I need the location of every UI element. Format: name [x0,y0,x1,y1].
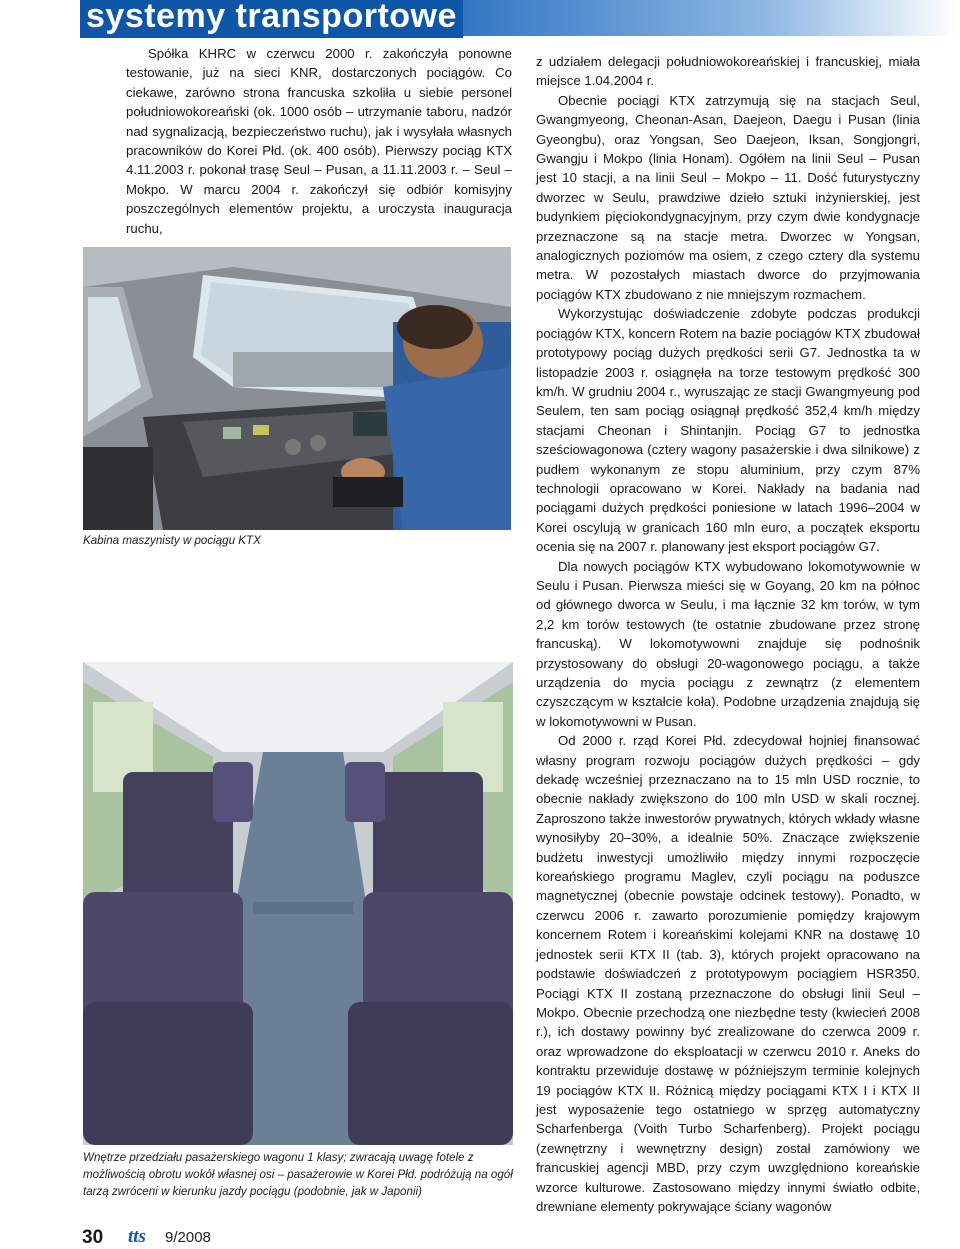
right-text-column [536,52,920,1216]
paragraph: Od 2000 r. rząd Korei Płd. zdecydował hojniej finansować własny program rozwoju pociągów dużych prędkości – gdy dekadę wcześniej przeznaczano na to 15 mln USD rocznie, to obecnie nakłady zwiększono do 100 mln USD w skali rocznej. Zaproszono także inwestorów prywatnych, których wkłady własne wynosiłyby 20–30%, a idealnie 50%. Znaczące zwiększenie budżetu inwestycji umożliwiło między innymi rozpoczęcie koreańskiego programu Maglev, czyli pociągu na poduszce magnetycznej (obecnie powstaje odcinek testowy). Ponadto, w czerwcu 2006 r. zawarto porozumienie pomiędzy krajowym koncernem Rotem i koreańskimi kolejami KNR na dostawę 10 jednostek serii KTX II (tab. 3), których projekt opracowano na podstawie doświadczeń z prototypowym pociągiem HSR350. Pociągi KTX II zostaną przeznaczone do obsługi linii Seul – Mokpo. Obecnie przechodzą one niezbędne testy (kwiecień 2008 r.), ich dostawy powinny być zrealizowane do czerwca 2009 r. oraz wprowadzone do eksploatacji w czerwcu 2010 r. Aneks do kontraktu przewiduje dostawę w późniejszym terminie kolejnych 19 pociągów KTX II. Różnicą między pociągami KTX I i KTX II jest wyposażenie tego ostatniego w sprzęg automatyczny Scharfenberga (Voith Turbo Scharfenberg). Projekt pociągu (zewnętrzny i wewnętrzny design) został zamówiony we francuskiej agencji MBD, przy czym uwzględniono koreańskie wzorce kulturowe. Zastosowano między innymi światło odbite, drewniane elementy pokrywające ściany wagonów [536,733,920,1214]
paragraph: Spółka KHRC w czerwcu 2000 r. zakończyła ponowne testowanie, już na sieci KNR, dostarczonych pociągów. Co ciekawe, zarówno strona francuska szkoliła u siebie personel południowokoreański (ok. 1000 osób – utrzymanie taboru, nadzór nad sygnalizacją, bezpieczeństwo ruchu), jak i wysyłała własnych pracowników do Korei Płd. (ok. 400 osób). Pierwszy pociąg KTX 4.11.2003 r. pokonał trasę Seul – Pusan, a 11.11.2003 r. – Seul – Mokpo. W marcu 2004 r. zakończył się odbiór komisyjny poszczególnych elementów projektu, a uroczysta inauguracja ruchu, [126,46,512,236]
caption-passenger-interior: Wnętrze przedziału pasażerskiego wagonu 1 klasy; zwracają uwagę fotele z możliwością obrotu wokół własnej osi – pasażerowie w Korei Płd. podróżują na ogół tarzą zwróceni w kierunku jazdy pociągu (podobnie, jak w Japonii) [83,1151,513,1198]
paragraph: Wykorzystując doświadczenie zdobyte podczas produkcji pociągów KTX, koncern Rotem na bazie pociągów KTX zbudował prototypowy pociąg dużych prędkości serii G7. Jednostka ta w listopadzie 2003 r. osiągnęła na torze testowym prędkość 300 km/h. W grudniu 2004 r., wyruszając ze stacji Gwangmyeung pod Seulem, ten sam pociąg osiągnął prędkość 352,4 km/h między stacjami Cheonan i Shintanjin. Pociąg G7 to jednostka sześciowagonowa (cztery wagony pasażerskie i dwa silnikowe) z pudłem wykonanym ze stopu aluminium, przy czym 87% technologii opracowano w Korei. Nakłady na badania nad pociągami dużych prędkości poniesione w latach 1996–2004 w Korei oscylują w granicach 160 mln euro, a początek eksportu ocenia się na 2007 r. planowany jest eksport pociągów G7. [536,306,920,555]
left-text-column [126,44,512,238]
section-title: systemy transportowe [80,0,463,38]
photo-passenger-interior [83,662,513,1145]
header-left-margin [0,0,80,36]
passenger-interior-illustration [83,662,513,1145]
issue-number: 9/2008 [165,1229,211,1246]
caption-driver-cab: Kabina maszynisty w pociągu KTX [83,534,261,547]
magazine-logo: tts [128,1226,146,1247]
photo-driver-cab [83,247,511,530]
page-number: 30 [82,1227,104,1248]
driver-cab-illustration [83,247,511,530]
paragraph: z udziałem delegacji południowokoreańskiej i francuskiej, miała miejsce 1.04.2004 r. [536,54,920,89]
paragraph: Dla nowych pociągów KTX wybudowano lokomotywownie w Seulu i Pusan. Pierwsza mieści się w Goyang, 20 km na północ od głównego dworca w Seulu, i ma łącznie 32 km torów, w tym 2,2 km torów testowych (te ostatnie zbudowane przez stronę francuską). W lokomotywowni znajduje się podnośnik przystosowany do obsługi 20-wagonowego pociągu, a także urządzenia do mycia pociągu z zewnątrz (z elementem czyszczącym w kształcie koła). Podobne urządzenia znajdują się w lokomotywowni w Pusan. [536,558,920,729]
paragraph: Obecnie pociągi KTX zatrzymują się na stacjach Seul, Gwangmyeong, Cheonan-Asan, Daejeon, Daegu i Pusan (linia Gyeongbu), oraz Yongsan, Seo Daejeon, Iksan, Songjongri, Gwangju i Mokpo (linia Honam). Ogółem na linii Seul – Pusan jest 10 stacji, a na linii Seul – Mokpo – 11. Dość futurystyczny dworzec w Seulu, prawdziwe dzieło sztuki inżynierskiej, jest budynkiem pięciokondygnacyjnym, przy czym dwie kondygnacje przeznaczone są na stacje metra. Dworzec w Yongsan, analogicznych poziomów ma osiem, z czego cztery dla systemu metra. W pozostałych miastach dworce do przyjmowania pociągów KTX zbudowano z nie mniejszym rozmachem. [536,92,920,302]
